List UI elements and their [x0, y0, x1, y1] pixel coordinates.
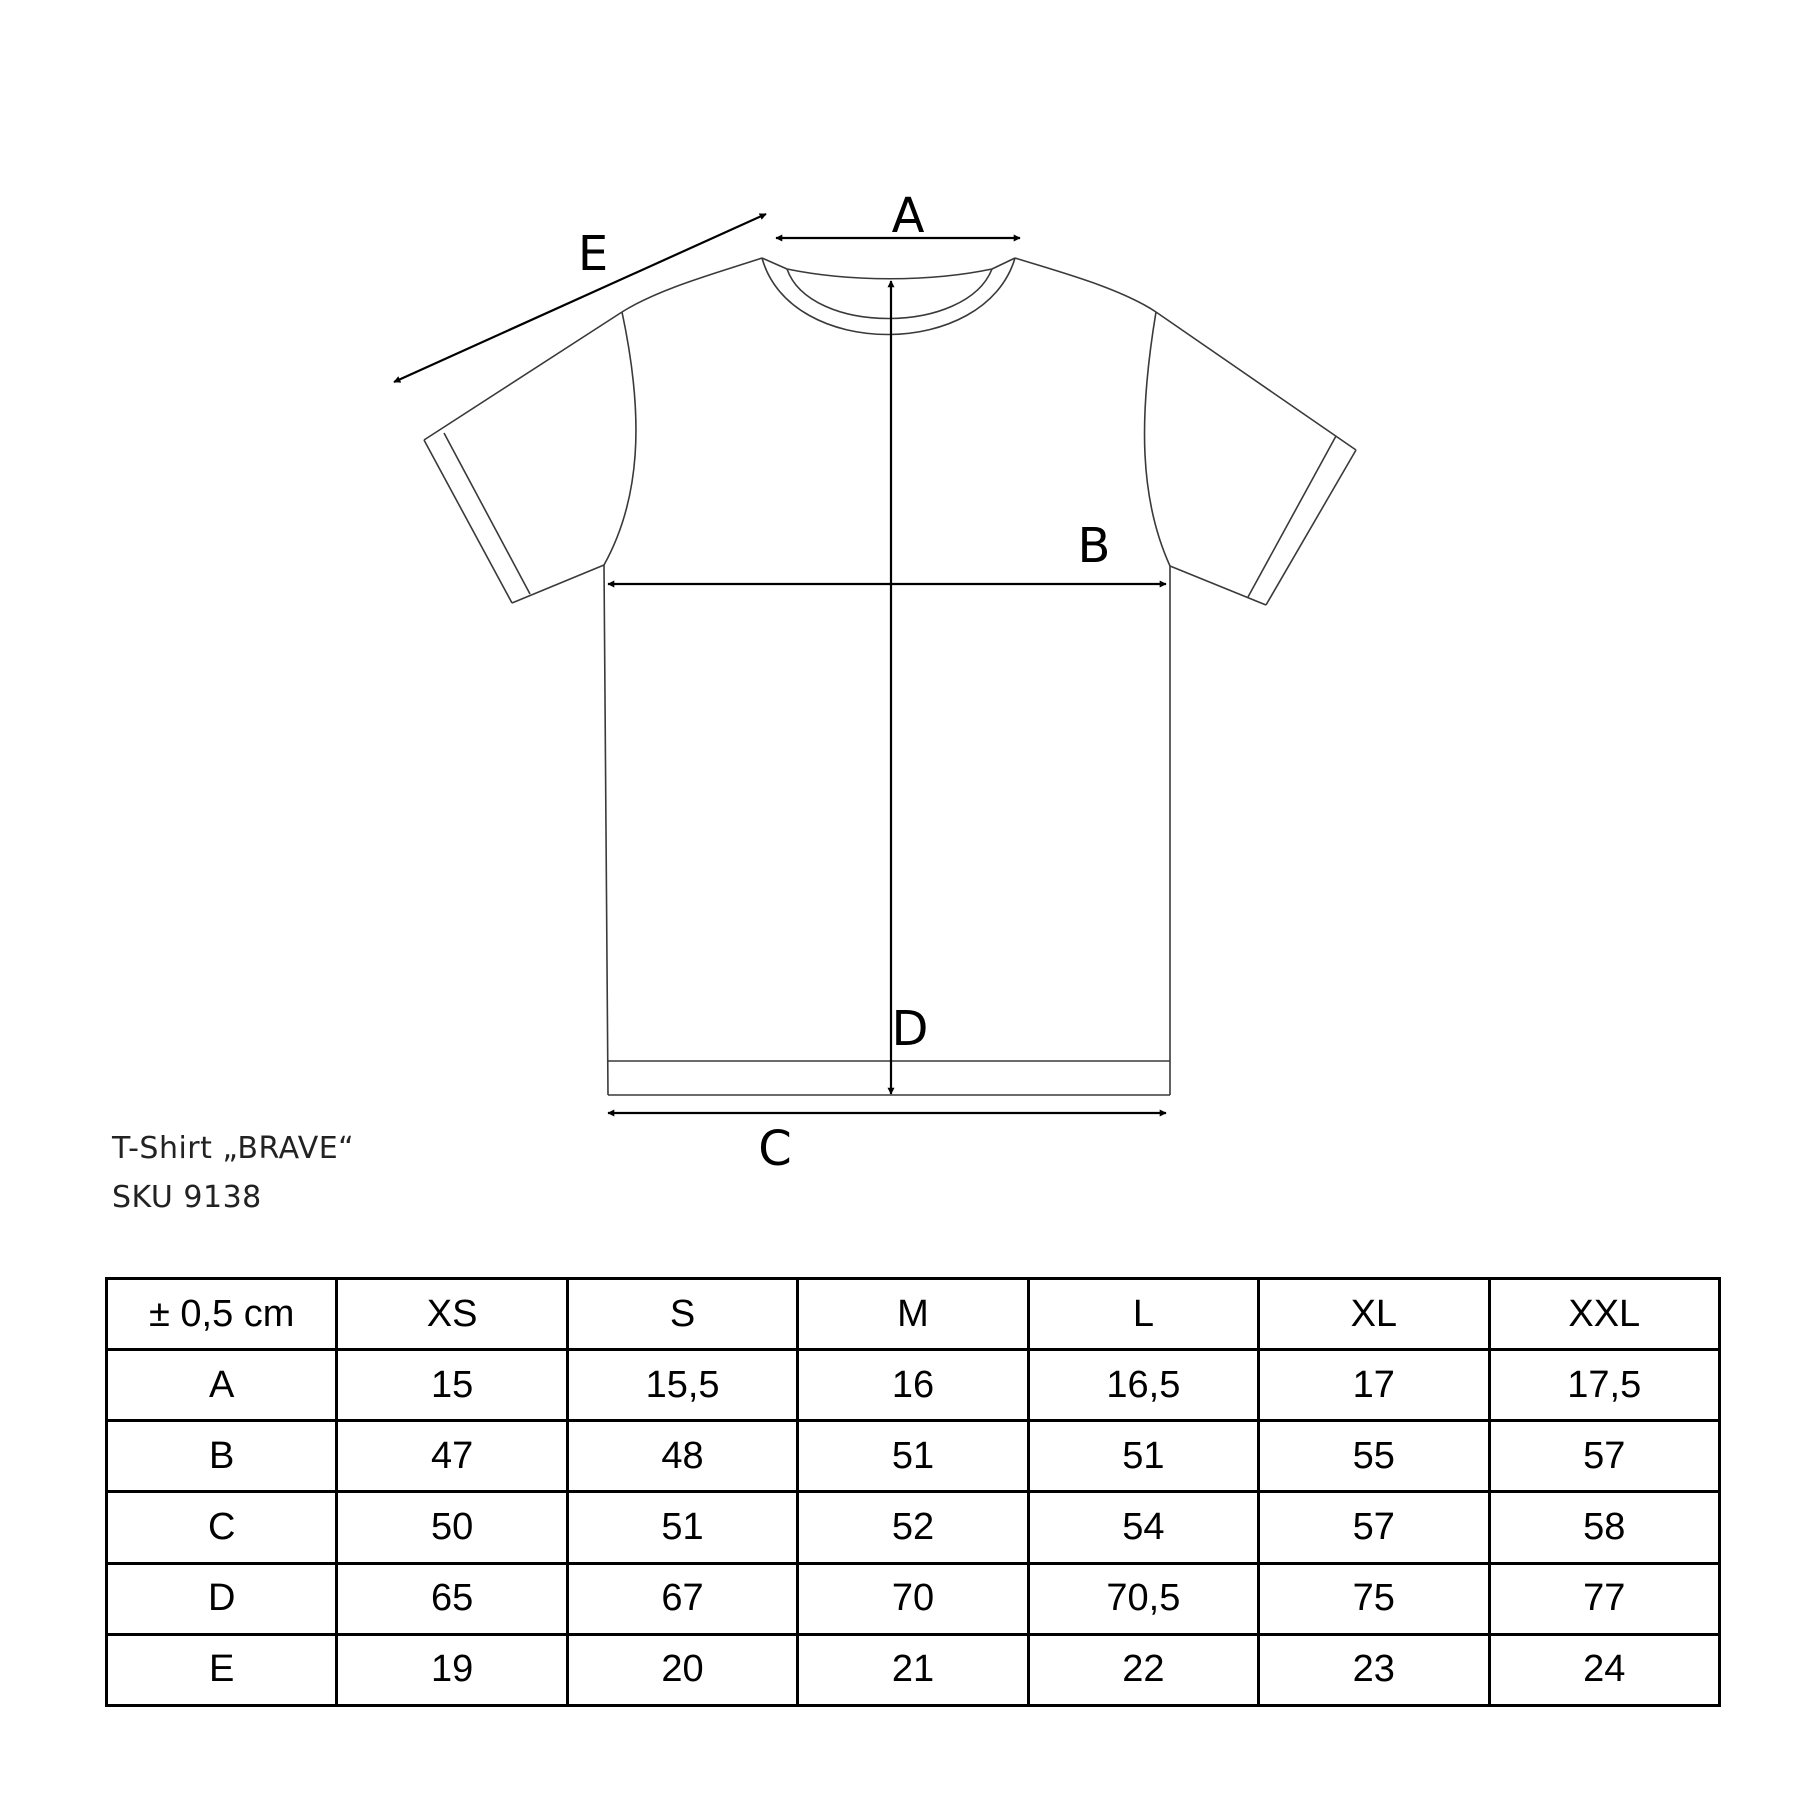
- header-size-m: M: [798, 1279, 1028, 1350]
- size-chart-table: [105, 1277, 1721, 1707]
- left-sleeve-top: [424, 312, 622, 440]
- table-cell: 19: [337, 1634, 567, 1705]
- collar-outer: [762, 258, 1015, 335]
- label-d: D: [891, 1001, 929, 1057]
- table-cell: 52: [798, 1492, 1028, 1563]
- table-cell: 77: [1489, 1563, 1719, 1634]
- table-cell: 22: [1028, 1634, 1258, 1705]
- right-sleeve-end: [1266, 450, 1356, 605]
- body-left-side: [604, 565, 608, 1095]
- header-size-xxl: XXL: [1489, 1279, 1719, 1350]
- right-sleeve-cuff: [1248, 436, 1336, 597]
- label-c: C: [758, 1121, 792, 1177]
- header-tolerance: ± 0,5 cm: [107, 1279, 337, 1350]
- table-cell: 57: [1489, 1421, 1719, 1492]
- table-row: [107, 1492, 1720, 1563]
- right-armhole: [1144, 312, 1170, 566]
- table-cell: 65: [337, 1563, 567, 1634]
- right-sleeve-top: [1156, 312, 1356, 450]
- table-header-row: [107, 1279, 1720, 1350]
- table-cell: 58: [1489, 1492, 1719, 1563]
- table-cell: 51: [567, 1492, 797, 1563]
- table-cell: 17: [1259, 1350, 1489, 1421]
- table-row: [107, 1634, 1720, 1705]
- header-size-s: S: [567, 1279, 797, 1350]
- table-cell: 51: [798, 1421, 1028, 1492]
- collar-inner: [787, 269, 992, 319]
- right-shoulder: [1015, 258, 1156, 312]
- left-shoulder: [622, 258, 762, 312]
- label-a: A: [891, 188, 925, 244]
- table-cell: 75: [1259, 1563, 1489, 1634]
- table-cell: 70: [798, 1563, 1028, 1634]
- table-cell: 15: [337, 1350, 567, 1421]
- table-cell: 54: [1028, 1492, 1258, 1563]
- header-size-l: L: [1028, 1279, 1258, 1350]
- table-cell: 48: [567, 1421, 797, 1492]
- table-cell: 24: [1489, 1634, 1719, 1705]
- measurement-labels: [578, 188, 1111, 1177]
- table-cell: 21: [798, 1634, 1028, 1705]
- table-cell: 16: [798, 1350, 1028, 1421]
- left-sleeve-end: [424, 440, 512, 603]
- table-cell: 23: [1259, 1634, 1489, 1705]
- header-size-xl: XL: [1259, 1279, 1489, 1350]
- left-sleeve-cuff: [444, 433, 530, 594]
- table-cell: 50: [337, 1492, 567, 1563]
- row-label: E: [107, 1634, 337, 1705]
- table-cell: 47: [337, 1421, 567, 1492]
- table-cell: 15,5: [567, 1350, 797, 1421]
- table-cell: 16,5: [1028, 1350, 1258, 1421]
- row-label: A: [107, 1350, 337, 1421]
- row-label: D: [107, 1563, 337, 1634]
- product-sku: SKU 9138: [112, 1180, 262, 1215]
- table-cell: 57: [1259, 1492, 1489, 1563]
- left-armhole: [604, 312, 636, 565]
- table-cell: 67: [567, 1563, 797, 1634]
- left-sleeve-bottom: [512, 565, 604, 603]
- table-cell: 17,5: [1489, 1350, 1719, 1421]
- table-row: [107, 1350, 1720, 1421]
- table-row: [107, 1421, 1720, 1492]
- label-e: E: [577, 226, 609, 282]
- row-label: C: [107, 1492, 337, 1563]
- product-name: T-Shirt „BRAVE“: [112, 1131, 355, 1166]
- label-b: B: [1077, 518, 1111, 574]
- table-cell: 51: [1028, 1421, 1258, 1492]
- measurement-arrows: [394, 214, 1166, 1113]
- table-row: [107, 1563, 1720, 1634]
- collar-top-line: [787, 269, 992, 279]
- row-label: B: [107, 1421, 337, 1492]
- right-sleeve-bottom: [1170, 566, 1266, 605]
- header-size-xs: XS: [337, 1279, 567, 1350]
- table-cell: 70,5: [1028, 1563, 1258, 1634]
- table-cell: 20: [567, 1634, 797, 1705]
- table-cell: 55: [1259, 1421, 1489, 1492]
